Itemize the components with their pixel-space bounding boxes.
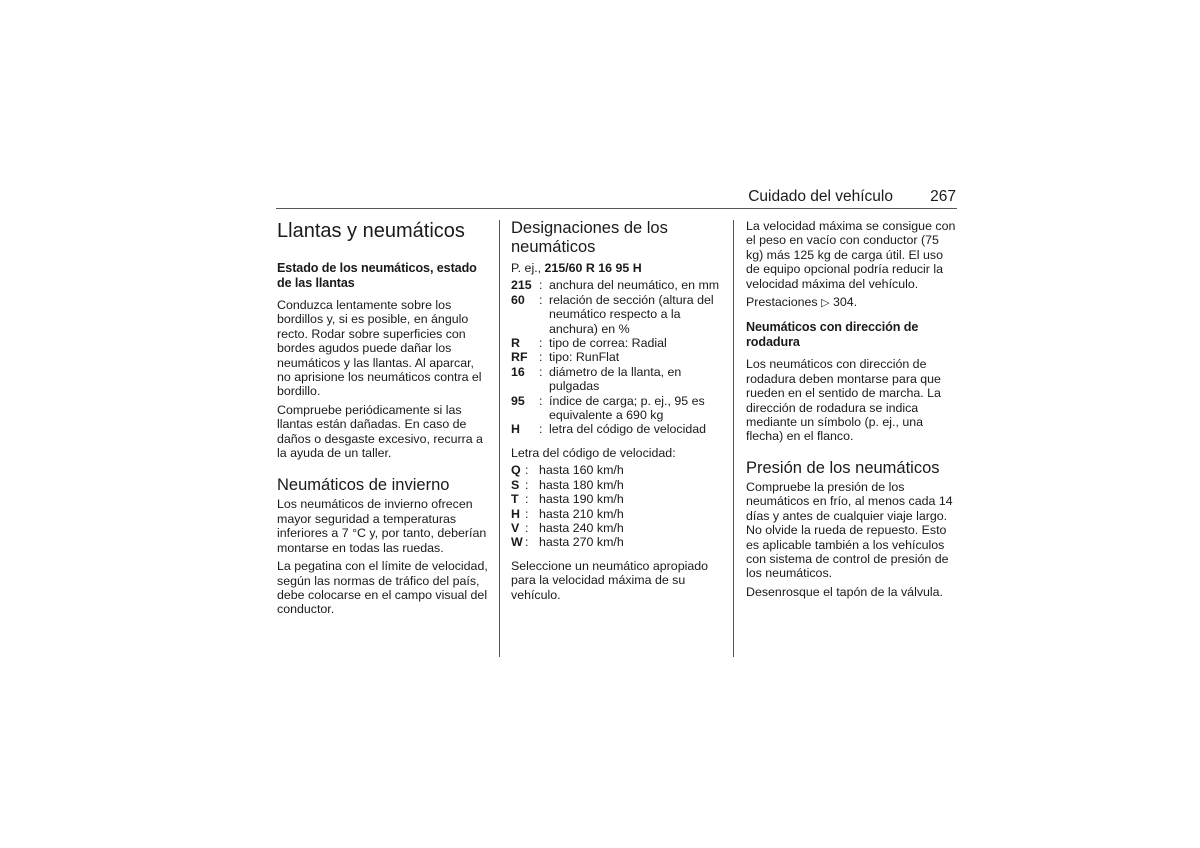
paragraph: Desenrosque el tapón de la válvula. [746, 584, 944, 599]
list-item: R : tipo de correa: Radial [511, 336, 667, 351]
list-item: H : hasta 210 km/h [511, 506, 624, 521]
section-heading-designaciones: Designaciones de los neumáticos [511, 219, 668, 256]
speed-code-list [511, 463, 726, 549]
reference-page: 304. [833, 295, 858, 310]
paragraph: Conduzca lentamente sobre los bordillos y, si es posible, en ángulo recto. Rodar sobre superficies con bordes agudos puede dañar los neumáticos y las llantas. Al aparcar, no aprisione los neumáticos contra el bordillo. [277, 298, 482, 399]
list-item: W : hasta 270 km/h [511, 535, 624, 550]
paragraph: Los neumáticos con dirección de rodadura deben montarse para que rueden en el sentido de marcha. La dirección de rodadura se indica mediante un símbolo (p. ej., una flecha) en el flanco. [746, 357, 941, 444]
list-item: H : letra del código de velocidad [511, 422, 707, 437]
list-item: 215 : anchura del neumático, en mm [511, 278, 720, 293]
column-1 [277, 219, 489, 617]
list-item: Q : hasta 160 km/h [511, 463, 624, 478]
list-item: S : hasta 180 km/h [511, 477, 624, 492]
paragraph: Compruebe la presión de los neumáticos en frío, al menos cada 14 días y antes de cualquier viaje largo. No olvide la rueda de repuesto. Esto es aplicable también a los vehículos con sistema de control de presión de los neumáticos. [746, 479, 953, 581]
header-rule [276, 208, 957, 209]
reference-label: Prestaciones [746, 295, 818, 310]
example-code: 215/60 R 16 95 H [544, 261, 642, 275]
subheading-invierno: Neumáticos de invierno [277, 476, 450, 495]
list-item: T : hasta 190 km/h [511, 492, 624, 507]
column-3 [746, 219, 958, 599]
paragraph: Los neumáticos de invierno ofrecen mayor seguridad a temperaturas inferiores a 7 °C y, por tanto, deberían montarse en todas las ruedas. [277, 497, 487, 555]
paragraph: Seleccione un neumático apropiado para la velocidad máxima de su vehículo. [511, 558, 709, 602]
cross-reference[interactable] [746, 295, 958, 310]
paragraph: Compruebe periódicamente si las llantas están dañadas. En caso de daños o desgaste excesivo, recurra a la ayuda de un taller. [277, 402, 483, 461]
list-item: V : hasta 240 km/h [511, 520, 624, 535]
column-divider-2 [733, 220, 734, 657]
list-item: 16 : diámetro de la llanta, en pulgadas [511, 364, 682, 394]
page-header [276, 188, 957, 208]
page-number: 267 [930, 188, 956, 205]
column-2 [511, 219, 726, 602]
example-prefix: P. ej., [511, 261, 545, 275]
list-item: 60 : relación de sección (altura del neumático respecto a la anchura) en % [511, 292, 714, 336]
list-item: 95 : índice de carga; p. ej., 95 es equivalente a 690 kg [511, 393, 705, 423]
subheading-presion: Presión de los neumáticos [746, 458, 940, 477]
section-heading-llantas: Llantas y neumáticos [277, 220, 465, 242]
subheading-estado: Estado de los neumáticos, estado de las llantas [277, 261, 477, 290]
example-line [511, 261, 726, 275]
column-divider-1 [499, 220, 500, 657]
list-item: RF : tipo: RunFlat [511, 350, 620, 365]
speed-intro: Letra del código de velocidad: [511, 445, 676, 460]
paragraph: La velocidad máxima se consigue con el peso en vacío con conductor (75 kg) más 125 kg de carga útil. El uso de equipo opcional podría reducir la velocidad máxima del vehículo. [746, 219, 956, 291]
subheading-direccion: Neumáticos con dirección de rodadura [746, 320, 919, 350]
definition-list [511, 278, 726, 436]
paragraph: La pegatina con el límite de velocidad, según las normas de tráfico del país, debe colocarse en el campo visual del conductor. [277, 559, 488, 617]
section-title: Cuidado del vehículo [748, 188, 893, 205]
reference-arrow-icon: ▷ [821, 297, 830, 310]
